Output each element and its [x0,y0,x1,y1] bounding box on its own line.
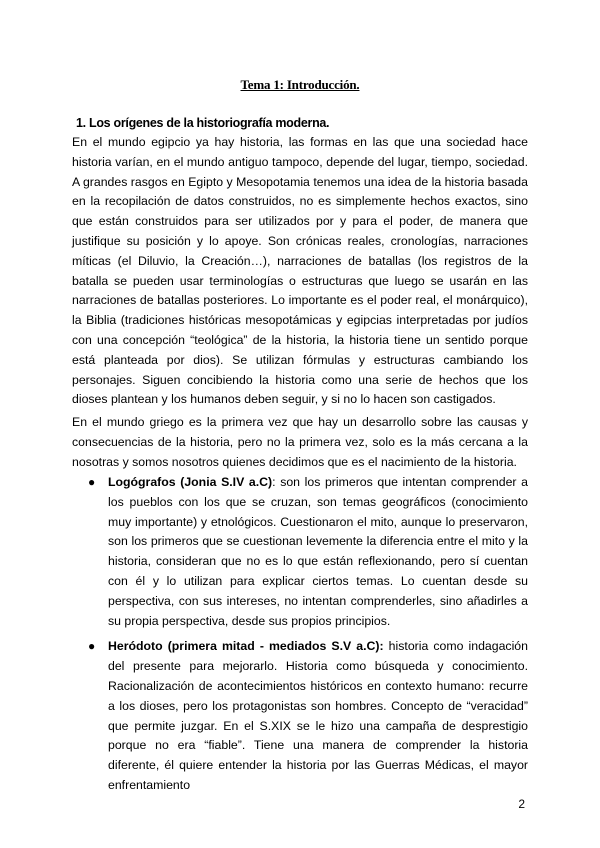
list-item-logografos [88,473,528,631]
bullet-icon: ● [88,639,96,654]
paragraph-greek-world: En el mundo griego es la primera vez que hay un desarrollo sobre las causas y consecuencias de la historia, pero no la primera vez, solo es la más cercana a la nosotras y somos nosotros quienes decidimos que es el nacimiento de la historia. [72,415,528,469]
paragraph-egypt-mesopotamia: En el mundo egipcio ya hay historia, las formas en las que una sociedad hace historia varían, en el mundo antiguo tampoco, depende del lugar, tiempo, sociedad. A grandes rasgos en Egipto y Mesopotamia tenemos una idea de la historia basada en la recopilación de datos construidos, no es simplemente hechos exactos, sino que están construidos para ser utilizados por y para el poder, de manera que justifique su posición y lo apoye. Son crónicas reales, cronologías, narraciones míticas (el Diluvio, la Creación…), narraciones de batallas (los registros de la batalla se pueden usar terminologías o estructuras que luego se usarán en las narraciones de batallas posteriores. Lo importante es el poder real, el monárquico), la Biblia (tradiciones históricas mesopotámicas y egipcias interpretadas por judíos con una concepción “teológica” de la historia, la historia tiene un sentido porque está planteada por dios). Se utilizan fórmulas y estructuras cambiando los personajes. Siguen concibiendo la historia como una serie de hechos que los dioses plantean y los humanos deben seguir, y si no lo hacen son castigados. [72,135,528,407]
bullet-term: Heródoto (primera mitad - mediados S.V a.C): [108,639,384,654]
section-heading: 1. Los orígenes de la historiografía moderna. [76,116,330,130]
list-item-herodoto [88,637,528,795]
bullet-list [88,473,528,802]
bullet-icon: ● [88,475,96,489]
page-number: 2 [518,797,525,811]
bullet-text: historia como indagación del presente para mejorarlo. Historia como búsqueda y conocimiento. Racionalización de acontecimientos históricos en contexto humano: recurre a los dioses, pero los protagonistas son hombres. Concepto de “veracidad” que permite juzgar. En el S.XIX se le hizo una campaña de desprestigio porque no era “fiable”. Tiene una manera de comprender la historia diferente, él quiere entender la historia por las Guerras Médicas, el mayor enfrentamiento [108,639,528,792]
bullet-text: : son los primeros que intentan comprender a los pueblos con los que se cruzan, son temas geográficos (conocimiento muy importante) y etnológicos. Cuestionaron el mito, aunque lo preservaron, son los primeros que se cuestionan levemente la diferencia entre el mito y la historia, consideran que no es lo que están reflexionando, pero sí cuentan con él y lo utilizan para explicar ciertos temas. Lo cuentan desde su perspectiva, con sus intereses, no intentan comprenderles, sino añadirles a su propia perspectiva, desde sus propios principios. [108,475,528,628]
page-title: Tema 1: Introducción. [240,77,360,92]
bullet-term: Logógrafos (Jonia S.IV a.C) [108,475,273,489]
